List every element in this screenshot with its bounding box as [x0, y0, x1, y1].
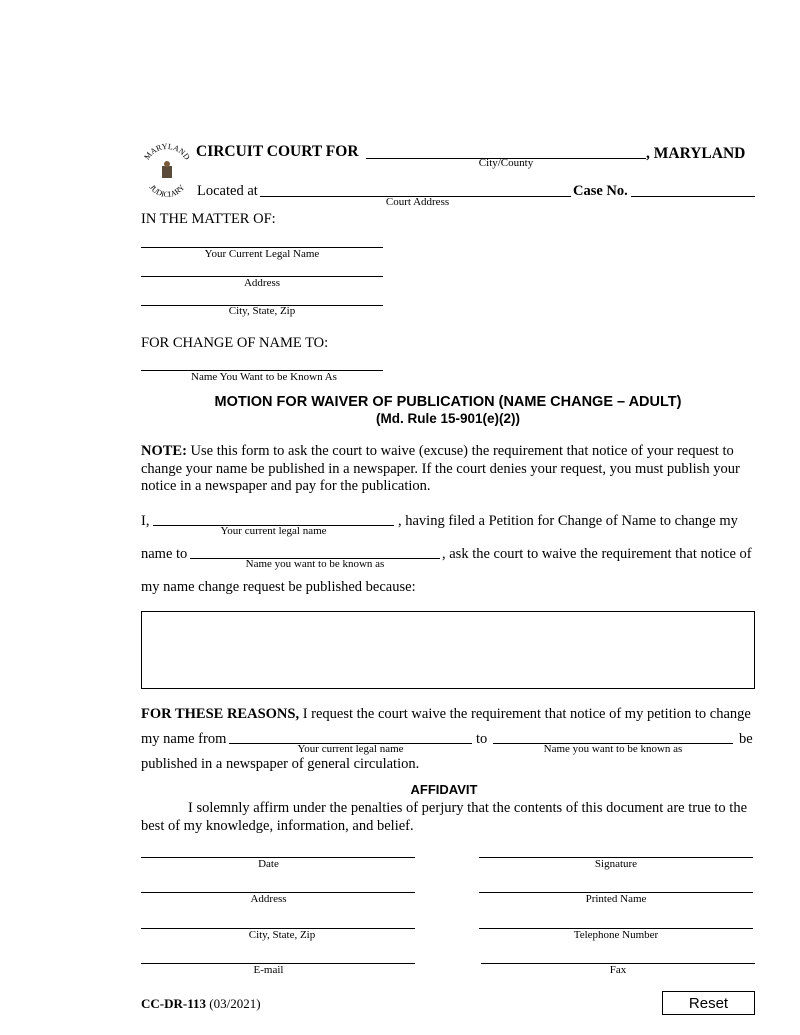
- city-state-zip-caption: City, State, Zip: [228, 305, 296, 317]
- in-the-matter-of-label: IN THE MATTER OF:: [141, 211, 276, 227]
- located-at-label: Located at: [197, 183, 258, 199]
- signature-caption: Signature: [594, 858, 638, 870]
- be-label: be: [739, 731, 753, 747]
- published-text: published in a newspaper of general circulation.: [141, 756, 420, 772]
- fax-caption: Fax: [609, 964, 627, 976]
- seal-crown-icon: [164, 161, 170, 167]
- rule-citation: (Md. Rule 15-901(e)(2)): [375, 411, 521, 426]
- current-legal-name-caption: Your Current Legal Name: [204, 248, 320, 260]
- seal-text-bottom: JUDICIARY: [147, 182, 187, 200]
- email-caption: E-mail: [253, 964, 284, 976]
- maryland-judiciary-seal: [138, 140, 196, 202]
- note-label: NOTE:: [141, 443, 187, 459]
- new-name-caption: Name You Want to be Known As: [191, 371, 337, 383]
- for-these-reasons-sentence: [141, 706, 751, 723]
- telephone-number-caption: Telephone Number: [573, 929, 659, 941]
- note-paragraph: [141, 443, 761, 496]
- court-address-caption: Court Address: [385, 196, 450, 208]
- svg-text:MARYLAND: [142, 142, 191, 162]
- svg-text:JUDICIARY: [148, 183, 187, 199]
- affidavit-heading: AFFIDAVIT: [410, 782, 478, 797]
- form-id: [141, 996, 261, 1012]
- my-name-from-label: my name from: [141, 731, 227, 747]
- ask-court-text: , ask the court to waive the requirement that notice of: [442, 546, 752, 562]
- reasons-textarea[interactable]: [141, 611, 755, 689]
- form-title: MOTION FOR WAIVER OF PUBLICATION (NAME CHANGE – ADULT): [214, 394, 682, 410]
- i-label: I,: [141, 513, 150, 529]
- note-text: Use this form to ask the court to waive (excuse) the requirement that notice of your request to change your name be published in a newspaper. If the court denies your request, you must publish your notice in a newspaper and pay for the publication.: [141, 443, 740, 494]
- date-caption: Date: [258, 858, 279, 870]
- seal-text-top: MARYLAND: [142, 141, 192, 162]
- circuit-court-for-label: CIRCUIT COURT FOR: [196, 143, 359, 160]
- for-these-reasons-text: I request the court waive the requirement that notice of my petition to change: [299, 706, 751, 722]
- printed-name-caption: Printed Name: [585, 893, 647, 905]
- for-change-of-name-to-label: FOR CHANGE OF NAME TO:: [141, 335, 329, 351]
- case-number-field[interactable]: [631, 196, 755, 197]
- reasons-new-name-caption: Name you want to be known as: [543, 743, 683, 755]
- signer-address-caption: Address: [250, 893, 287, 905]
- form-number: CC-DR-113: [141, 996, 206, 1011]
- address-caption: Address: [243, 277, 281, 289]
- for-these-reasons-label: FOR THESE REASONS,: [141, 706, 300, 722]
- statement-current-name-caption: Your current legal name: [220, 525, 327, 537]
- affidavit-text: I solemnly affirm under the penalties of perjury that the contents of this document are true to the best of my knowledge, information, and belief.: [141, 800, 748, 834]
- reset-button[interactable]: Reset: [662, 991, 755, 1015]
- name-to-label: name to: [141, 546, 188, 562]
- because-text: my name change request be published because:: [141, 579, 416, 595]
- reasons-current-name-caption: Your current legal name: [297, 743, 404, 755]
- to-label: to: [476, 731, 488, 747]
- statement-new-name-caption: Name you want to be known as: [245, 558, 385, 570]
- city-county-caption: City/County: [478, 157, 534, 169]
- signer-city-state-zip-caption: City, State, Zip: [248, 929, 316, 941]
- form-date: (03/2021): [206, 996, 261, 1011]
- maryland-label: , MARYLAND: [646, 145, 746, 162]
- seal-shield-icon: [162, 166, 172, 178]
- having-filed-text: , having filed a Petition for Change of Name to change my: [398, 513, 738, 529]
- case-no-label: Case No.: [573, 183, 628, 199]
